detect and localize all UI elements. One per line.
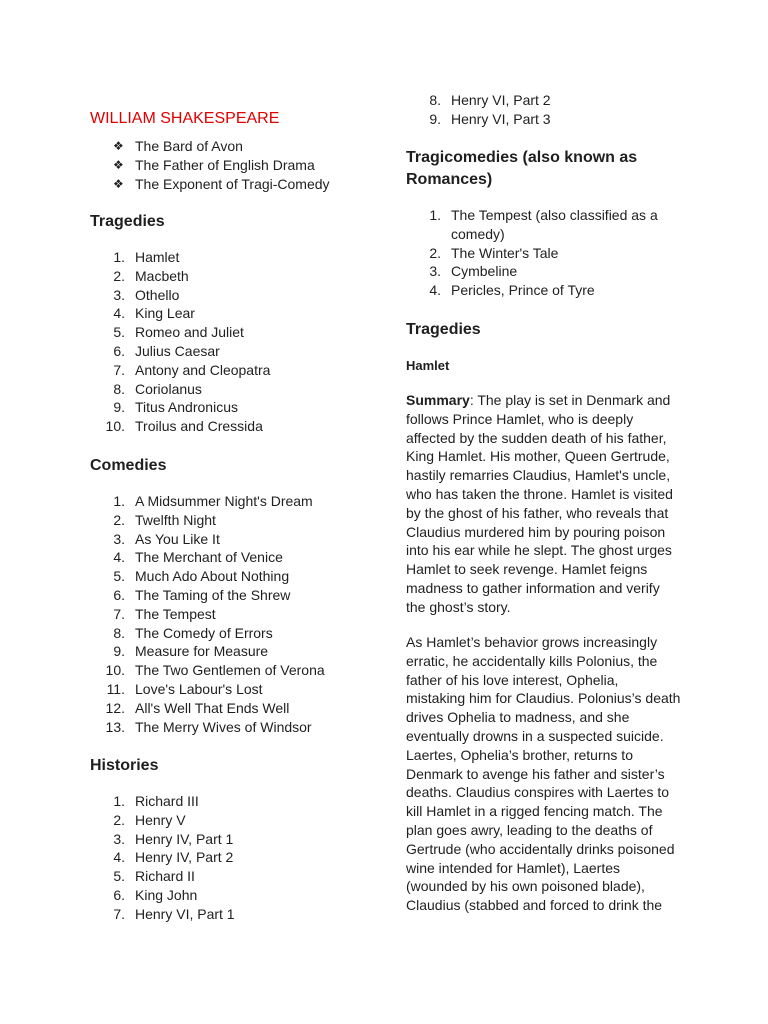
epithet-item: ❖ The Bard of Avon	[113, 138, 243, 154]
diamond-bullet-icon: ❖	[113, 139, 124, 153]
tragicomedies-list	[406, 206, 676, 300]
epithet-item: ❖ The Father of English Drama	[113, 157, 315, 173]
list-item: 13. The Merry Wives of Windsor	[105, 718, 312, 735]
list-item: 10. Troilus and Cressida	[105, 418, 263, 435]
list-item: 1. The Tempest (also classified as a comedy)	[429, 207, 658, 242]
comedies-heading: Comedies	[90, 457, 167, 474]
summary-label: Summary	[406, 392, 470, 408]
list-item: 7. Henry VI, Part 1	[113, 905, 235, 922]
list-item: 8. Coriolanus	[113, 380, 202, 397]
list-item: 8. The Comedy of Errors	[113, 624, 273, 641]
list-item: 6. Julius Caesar	[113, 342, 220, 359]
epithet-list	[90, 137, 330, 194]
diamond-bullet-icon: ❖	[113, 158, 124, 172]
list-item: 3. Henry IV, Part 1	[113, 830, 234, 847]
comedies-list	[90, 492, 325, 736]
list-item: 3. Cymbeline	[429, 263, 518, 280]
document-title: WILLIAM SHAKESPEARE	[90, 110, 280, 127]
list-item: 6. King John	[113, 886, 198, 903]
list-item: 5. Richard II	[113, 868, 195, 885]
list-item: 1. Hamlet	[113, 249, 180, 265]
list-item: 2. Macbeth	[113, 267, 189, 284]
tragedies-heading: Tragedies	[90, 213, 165, 230]
histories-heading: Histories	[90, 757, 159, 774]
list-item: 9. Henry VI, Part 3	[429, 110, 551, 127]
list-item: 3. As You Like It	[113, 530, 220, 547]
play-title: Hamlet	[406, 358, 450, 373]
list-item: 4. Pericles, Prince of Tyre	[429, 282, 595, 299]
plot-paragraph: As Hamlet’s behavior grows increasingly erratic, he accidentally kills Polonius, the father of his love interest, Ophelia, mistaking him for Claudius. Polonius’s death drives Ophelia to madness, and she eventually drowns in a suspected suicide. Laertes, Ophelia’s brother, returns to Denmark to avenge his father and sister’s deaths. Claudius conspires with Laertes to kill Hamlet in a rigged fencing match. The plan goes awry, leading to the deaths of Gertrude (who accidentally drinks poisoned wine intended for Hamlet), Laertes (wounded by his own poisoned blade), Claudius (stabbed and forced to drink the	[406, 634, 681, 914]
list-item: 4. King Lear	[113, 305, 195, 322]
list-item: 9. Titus Andronicus	[113, 399, 238, 416]
summary-paragraph	[406, 391, 681, 617]
tragedies-detail-heading: Tragedies	[406, 321, 481, 338]
list-item: 5. Much Ado About Nothing	[113, 568, 290, 585]
list-item: 7. The Tempest	[113, 605, 216, 622]
histories-list-left	[90, 792, 235, 924]
list-item: 1. Richard III	[113, 793, 199, 809]
list-item: 9. Measure for Measure	[113, 643, 269, 660]
tragicomedies-heading: Tragicomedies (also known as Romances)	[406, 149, 638, 188]
list-item: 2. Twelfth Night	[113, 511, 216, 528]
list-item: 2. The Winter's Tale	[429, 244, 559, 261]
list-item: 12. All's Well That Ends Well	[105, 699, 290, 716]
list-item: 1. A Midsummer Night's Dream	[113, 493, 313, 509]
list-item: 7. Antony and Cleopatra	[113, 361, 271, 378]
list-item: 4. The Merchant of Venice	[113, 549, 283, 566]
tragedies-list	[90, 248, 270, 436]
epithet-item: ❖ The Exponent of Tragi-Comedy	[113, 176, 330, 192]
list-item: 8. Henry VI, Part 2	[429, 92, 551, 108]
histories-list-continued	[406, 91, 551, 129]
list-item: 3. Othello	[113, 286, 180, 303]
list-item: 2. Henry V	[113, 811, 186, 828]
list-item: 4. Henry IV, Part 2	[113, 849, 234, 866]
list-item: 6. The Taming of the Shrew	[113, 586, 291, 603]
diamond-bullet-icon: ❖	[113, 177, 124, 191]
list-item: 5. Romeo and Juliet	[113, 324, 244, 341]
list-item: 11. Love's Labour's Lost	[106, 680, 263, 697]
list-item: 10. The Two Gentlemen of Verona	[105, 662, 325, 679]
summary-text: : The play is set in Denmark and follows Prince Hamlet, who is deeply affected by the sudden death of his father, King Hamlet. His mother, Queen Gertrude, hastily remarries Claudius, Hamlet's uncle, who has taken the throne. Hamlet is visited by the ghost of his father, who reveals that Claudius murdered him by pouring poison into his ear while he slept. The ghost urges Hamlet to seek revenge. Hamlet feigns madness to gather information and verify the ghost’s story.	[406, 392, 673, 615]
